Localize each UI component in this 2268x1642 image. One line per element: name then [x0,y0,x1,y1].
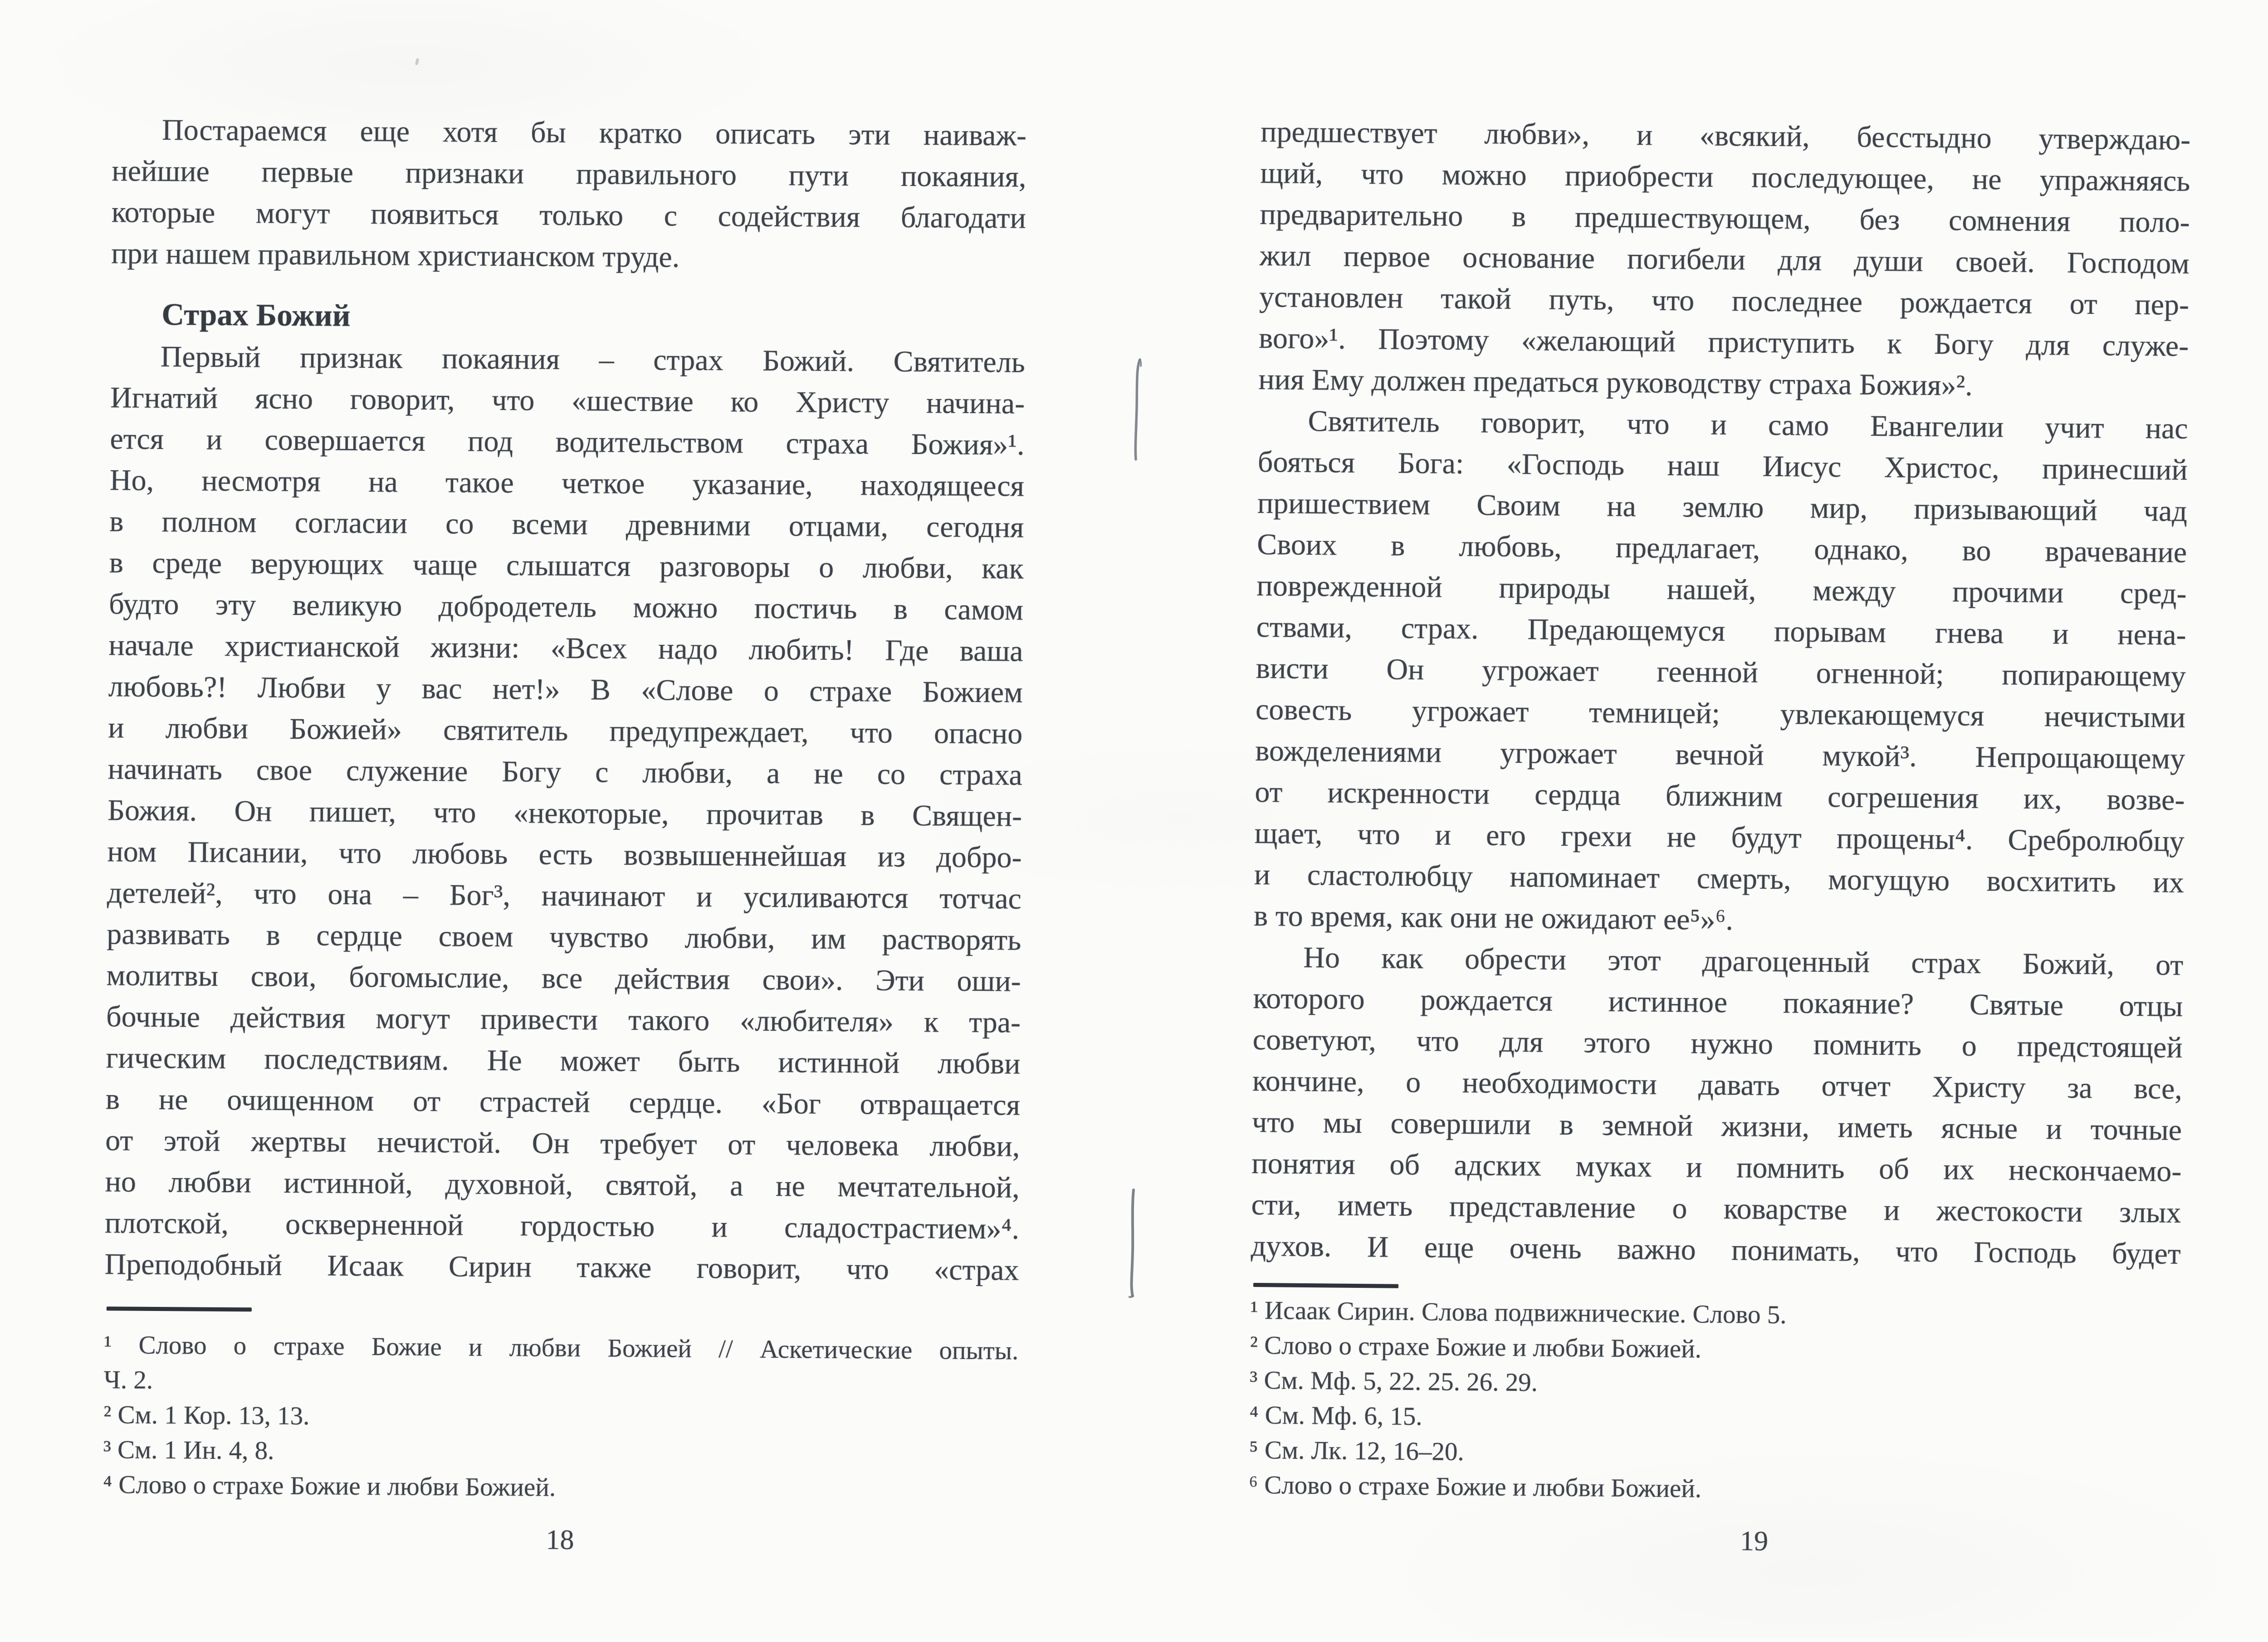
right-paragraph-3 [1251,936,2183,1275]
text-line: поврежденной природы нашей, между прочими сред- [1256,569,2187,610]
text-line: которые могут появиться только с содействия благодати [111,195,1026,235]
right-page [1247,0,2196,1642]
footnote-line: Ч. 2. [103,1365,153,1394]
footnote-separator [1253,1283,1398,1288]
text-line: развивать в сердце своем чувство любви, им растворять [107,917,1022,957]
text-line: предварительно в предшествующем, без сомнения поло- [1260,198,2190,239]
text-line: молитвы свои, богомыслие, все действия свои». Эти оши- [106,959,1021,998]
text-line: ном Писании, что любовь есть возвышеннейшая из добро- [107,835,1022,874]
page-number: 19 [1740,1525,1769,1557]
footnote-line: ⁵ См. Лк. 12, 16–20. [1249,1435,1464,1467]
text-line: начинать свое служение Богу с любви, а не со страха [108,752,1022,792]
text-line: в среде верующих чаще слышатся разговоры о любви, как [109,546,1024,585]
footnote-line: ¹ Слово о страхе Божие и любви Божией // Аскетические опыты. [104,1330,1019,1365]
footnote-line: ³ См. 1 Ин. 4, 8. [103,1435,274,1465]
text-line: ствами, страх. Предающемуся порывам гнева и нена- [1256,610,2186,652]
footnote-separator [107,1306,252,1311]
footnote-line: ⁶ Слово о страхе Божие и любви Божией. [1248,1470,1702,1503]
text-line: установлен такой путь, что последнее рождается от пер- [1259,280,2190,322]
text-line: ется и совершается под водительством страха Божия»¹. [110,422,1025,462]
text-line: в не очищенном от страстей сердце. «Бог отвращается [105,1082,1021,1122]
text-line: пришествием Своим на землю мир, призывающий чад [1257,487,2188,528]
text-line: от этой жертвы нечистой. Он требует от человека любви, [105,1124,1020,1163]
text-line: понятия об адских муках и помнить об их нескончаемо- [1251,1146,2182,1188]
page-number: 18 [546,1524,574,1556]
footnote-line: ³ См. Мф. 5, 22. 25. 26. 29. [1249,1365,1538,1397]
text-line: кончине, о необходимости давать отчет Христу за все, [1252,1064,2183,1106]
text-line: начале христианской жизни: «Всех надо любить! Где ваша [108,629,1023,668]
text-line: и любви Божией» святитель предупреждает, что опасно [108,711,1023,750]
text-line: Игнатий ясно говорит, что «шествие ко Христу начина- [110,381,1025,420]
right-paragraph-2 [1254,400,2188,945]
footnote-line: ² Слово о страхе Божие и любви Божией. [1250,1330,1702,1364]
text-line: любовь?! Любви у вас нет!» В «Слове о страхе Божием [108,670,1023,709]
left-body-paragraph [104,336,1025,1291]
text-line: ния Ему должен предаться руководству страха Божия»². [1258,363,1973,402]
text-line: Преподобный Исаак Сирин также говорит, что «страх [104,1247,1019,1287]
text-line: бочные действия могут привести такого «любителя» к тра- [106,1000,1021,1039]
text-line: детелей², что она – Бог³, начинают и усиливаются тотчас [107,876,1022,916]
text-line: советуют, что для этого нужно помнить о предстоящей [1252,1023,2183,1064]
footnote-line: ⁴ Слово о страхе Божие и любви Божией. [103,1470,556,1502]
text-line: вого»¹. Поэтому «желающий приступить к Богу для служе- [1258,322,2189,363]
text-line: духов. И еще очень важно понимать, что Господь будет [1251,1229,2181,1271]
footnote-line: ² См. 1 Кор. 13, 13. [103,1400,310,1431]
section-heading: Страх Божий [161,297,351,333]
text-line: Первый признак покаяния – страх Божий. Святитель [160,340,1025,379]
text-line: при нашем правильном христианском труде. [111,237,680,274]
text-line: Постараемся еще хотя бы кратко описать эти наиваж- [161,113,1027,152]
footnote-line: ⁴ См. Мф. 6, 15. [1249,1400,1422,1431]
text-line: сти, иметь представление о коварстве и жестокости злых [1251,1188,2181,1229]
text-line: гическим последствиям. Не может быть истинной любви [106,1041,1021,1081]
text-line: висти Он угрожает геенной огненной; попирающему [1256,652,2186,693]
text-line: Своих в любовь, предлагает, однако, во врачевание [1256,528,2187,569]
text-line: которого рождается истинное покаяние? Святые отцы [1253,981,2183,1023]
text-line: нейшие первые признаки правильного пути покаяния, [112,154,1026,194]
text-line: плотской, оскверненной гордостью и сладострастием»⁴. [104,1206,1020,1246]
text-line: Но, несмотря на такое четкое указание, находящееся [109,463,1025,503]
left-footnotes [103,1327,1019,1508]
text-line: щий, что можно приобрести последующее, не упражняясь [1260,156,2190,198]
text-line: вожделениями угрожает вечной мукой³. Непрощающему [1255,734,2185,775]
text-line: предшествует любви», и «всякий, бесстыдно утверждаю- [1260,115,2191,156]
footnote-line: ¹ Исаак Сирин. Слова подвижнические. Слово 5. [1250,1296,1787,1330]
right-footnotes [1249,1293,2180,1510]
text-line: в полном согласии со всеми древними отцами, сегодня [109,505,1024,544]
text-line: щает, что и его грехи не будут прощены⁴. Сребролюбцу [1254,817,2185,858]
text-line: и сластолюбцу напоминает смерть, могущую восхитить их [1254,858,2185,899]
text-line: в то время, как они не ожидают ее⁵»⁶. [1253,899,1734,937]
text-line: что мы совершили в земной жизни, иметь ясные и точные [1251,1105,2182,1147]
text-line: Но как обрести этот драгоценный страх Божий, от [1303,940,2184,982]
text-line: будто эту великую добродетель можно постичь в самом [108,587,1024,627]
right-paragraph-1 [1258,111,2190,408]
left-opening-paragraph [111,109,1026,280]
text-line: жил первое основание погибели для души своей. Господом [1259,239,2190,280]
text-line: Святитель говорит, что и само Евангелии учит нас [1308,404,2188,445]
text-line: бояться Бога: «Господь наш Иисус Христос, принесший [1257,445,2188,487]
text-line: от искренности сердца ближним согрешения их, возве- [1255,775,2185,817]
text-line: Божия. Он пишет, что «некоторые, прочитав в Священ- [107,794,1022,833]
text-line: но любви истинной, духовной, святой, а не мечтательной, [105,1165,1020,1204]
text-line: совесть угрожает темницей; увлекающемуся нечистыми [1255,693,2186,734]
